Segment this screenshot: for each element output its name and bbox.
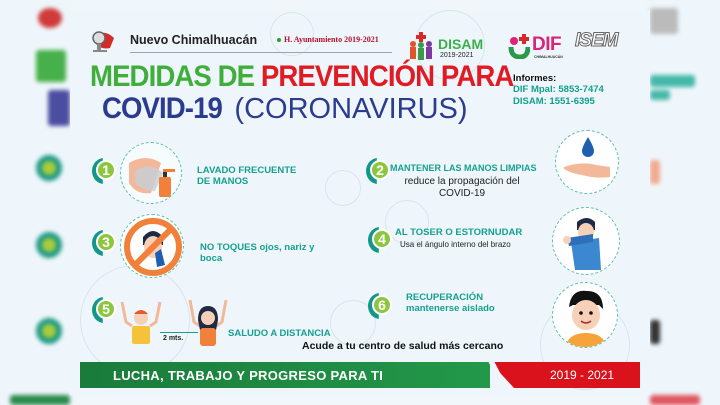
step-6-title-line: mantenerse aislado — [406, 303, 495, 314]
dif-logo — [508, 30, 572, 64]
contact-info — [513, 73, 604, 108]
step-6-title — [406, 292, 495, 314]
blur-footer — [10, 395, 70, 405]
title-coronavirus: (CORONAVIRUS) — [226, 93, 468, 125]
header-divider — [130, 52, 392, 53]
green-dot — [277, 38, 281, 42]
blur-pic — [650, 320, 660, 344]
step-1-title-line: DE MANOS — [197, 176, 249, 187]
disam-logo — [408, 30, 504, 64]
step-2-title: MANTENER LAS MANOS LIMPIAS — [390, 163, 537, 173]
step-6-title-line: RECUPERACIÓN — [406, 292, 484, 303]
municipality-subtitle — [277, 35, 379, 44]
title-line-1 — [90, 62, 513, 92]
step-2-sub-line: reduce la propagación del — [404, 176, 520, 187]
title-covid: COVID-19 — [102, 92, 222, 125]
step-5-badge — [92, 297, 116, 323]
blur-pic — [650, 160, 660, 184]
disam-family-icon — [408, 30, 434, 62]
info-phone-dif: DIF Mpal: 5853-7474 — [513, 84, 604, 95]
no-touch-face-icon — [120, 214, 184, 278]
clean-hand-drop-icon — [555, 130, 619, 194]
disam-years: 2019-2021 — [440, 52, 474, 59]
cough-elbow-icon — [552, 207, 620, 275]
step-number: 1 — [96, 160, 116, 180]
isem-logo: ISEM — [575, 30, 618, 51]
step-number: 4 — [372, 229, 392, 249]
footer-years: 2019 - 2021 — [550, 368, 615, 382]
distance-label: 2 mts. — [163, 335, 184, 342]
step-1-title — [197, 165, 296, 187]
info-label: Informes: — [513, 73, 557, 84]
blurred-left-edge — [0, 0, 70, 405]
step-2-sub-line: COVID-19 — [438, 188, 486, 199]
covid-prevention-poster — [70, 10, 650, 395]
call-to-action: Acude a tu centro de salud más cercano — [302, 340, 504, 352]
blur-info — [650, 75, 695, 87]
blur-title-green — [36, 50, 66, 82]
page-title — [90, 62, 550, 124]
info-phone-disam: DISAM: 1551-6395 — [513, 96, 595, 107]
chimalhuacan-logo-icon — [88, 28, 118, 54]
step-3-title-line: NO TOQUES ojos, nariz y — [200, 242, 315, 253]
step-number: 2 — [370, 160, 390, 180]
blur-badge — [36, 232, 62, 258]
footer-banner — [80, 362, 640, 388]
step-1-badge — [92, 158, 116, 184]
step-6-badge — [368, 293, 392, 319]
step-number: 5 — [96, 299, 116, 319]
step-2-subtitle — [392, 176, 532, 200]
dif-name: DIF — [532, 34, 562, 55]
disam-name: DISAM — [438, 36, 484, 52]
virus-decoration — [325, 170, 361, 206]
girl-waving-icon — [186, 298, 230, 350]
blur-footer — [650, 395, 700, 405]
blur-badge — [36, 155, 62, 181]
title-medidas: MEDIDAS DE — [90, 60, 261, 93]
blur-info — [650, 90, 670, 100]
boy-waving-icon — [118, 300, 164, 350]
municipality-subtitle-text: H. Ayuntamiento 2019-2021 — [284, 35, 379, 44]
step-number: 3 — [96, 232, 116, 252]
dif-subtitle: CHIMALHUACÁN — [534, 55, 563, 59]
dif-emblem-icon — [508, 33, 530, 59]
step-3-title — [200, 242, 314, 264]
blur-title-blue — [48, 90, 70, 126]
step-number: 6 — [372, 295, 392, 315]
step-5-title: SALUDO A DISTANCIA — [228, 328, 331, 339]
step-4-badge — [368, 227, 392, 253]
municipality-name: Nuevo Chimalhuacán — [130, 33, 258, 47]
isolated-person-icon — [552, 282, 618, 348]
handwashing-icon — [120, 142, 182, 204]
title-prevencion: PREVENCIÓN PARA — [260, 60, 514, 93]
step-1-title-line: LAVADO FRECUENTE — [197, 165, 297, 176]
footer-slogan: LUCHA, TRABAJO Y PROGRESO PARA TI — [113, 368, 384, 383]
title-line-2 — [102, 94, 550, 124]
step-4-subtitle: Usa el ángulo interno del brazo — [400, 240, 511, 249]
blur-badge — [36, 318, 62, 344]
step-3-title-line: boca — [200, 253, 223, 264]
step-3-badge — [92, 230, 116, 256]
blur-logo — [650, 8, 678, 34]
step-2-badge — [366, 158, 390, 184]
blurred-right-edge — [650, 0, 720, 405]
step-4-title: AL TOSER O ESTORNUDAR — [395, 227, 523, 238]
blur-logo — [38, 8, 62, 28]
